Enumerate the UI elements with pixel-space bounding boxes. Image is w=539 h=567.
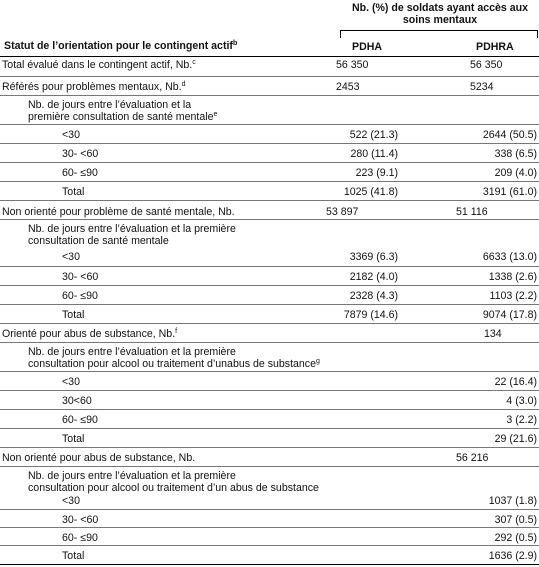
section-header-line1: Nb. de jours entre l’évaluation et la première: [28, 470, 236, 482]
column-group-title: [346, 2, 534, 26]
row-label: Total: [62, 433, 85, 445]
row-label: Non orienté pour problème de santé mentale, Nb.: [2, 206, 235, 218]
table-row-non-oriente-abus: [0, 447, 539, 464]
footnote-marker: f: [175, 328, 178, 335]
row-label: Orienté pour abus de substance, Nb.: [2, 328, 176, 340]
column-group-title-line1: Nb. (%) de soldats ayant accès aux: [351, 2, 529, 14]
row-label: 60- ≤90: [62, 532, 98, 544]
pdha-value: 7879 (14.6): [343, 309, 398, 321]
pdhra-value: 3191 (61.0): [482, 186, 537, 198]
table-row: [0, 409, 539, 426]
footnote-marker: b: [232, 40, 238, 47]
table-row-non-oriente-mental: [0, 200, 539, 218]
pdhra-value: 209 (4.0): [494, 167, 537, 179]
table-row-total: [0, 428, 539, 445]
section-header-row: [0, 219, 539, 247]
table-row: [0, 371, 539, 388]
table-row: [0, 162, 539, 179]
row-label: Non orienté pour abus de substance, Nb.: [2, 452, 196, 464]
row-label: Total: [62, 550, 85, 562]
footnote-marker: g: [316, 358, 320, 365]
column-group-bracket: [340, 30, 538, 38]
row-label: 30<60: [62, 395, 92, 407]
pdhra-value: 22 (16.4): [494, 376, 537, 388]
status-column-header: Statut de l’orientation pour le contingent actif$^b$: [4, 40, 238, 52]
table-row-total: [0, 545, 539, 562]
pdha-value: 53 897: [326, 206, 359, 218]
row-label: Total évalué dans le contingent actif, Nb.: [2, 59, 193, 71]
row-label: Référés pour problèmes mentaux, Nb.: [2, 81, 182, 93]
pdhra-value: 1103 (2.2): [489, 290, 537, 302]
table-row: [0, 266, 539, 283]
section-header-line1: Nb. de jours entre l’évaluation et la: [28, 99, 192, 111]
pdha-value: 2328 (4.3): [349, 290, 398, 302]
table-row: [0, 390, 539, 407]
table-row: [0, 285, 539, 302]
table-row-total: [0, 304, 539, 321]
pdhra-value: 5234: [470, 81, 494, 93]
pdhra-value: 1636 (2.9): [488, 550, 537, 562]
pdhra-value: 56 350: [470, 59, 503, 71]
pdhra-value: 2644 (50.5): [482, 129, 537, 141]
pdha-value: 56 350: [336, 59, 369, 71]
table-bottom-rule: [0, 564, 539, 565]
footnote-marker: d: [181, 81, 186, 88]
pdha-value: 1025 (41.8): [343, 186, 398, 198]
pdhra-value: 307 (0.5): [494, 514, 537, 526]
pdha-value: 2182 (4.0): [349, 271, 398, 283]
pdha-value: 2453: [336, 81, 360, 93]
row-label: 60- ≤90: [62, 167, 98, 179]
section-header-line2: consultation pour alcool ou traitement d’un abus de substance: [28, 482, 319, 494]
pdha-column-header: PDHA: [352, 41, 383, 53]
pdhra-value: 1037 (1.8): [488, 495, 537, 507]
section-header-row: [0, 95, 539, 123]
pdhra-column-header: PDHRA: [476, 41, 514, 53]
pdhra-value: 134: [484, 328, 502, 340]
pdha-value: 223 (9.1): [355, 167, 398, 179]
row-label: <30: [62, 495, 80, 507]
pdhra-value: 4 (3.0): [506, 395, 537, 407]
row-label: 30- <60: [62, 271, 99, 283]
section-header-line2: consultation pour alcool ou traitement d’unabus de substance: [28, 358, 316, 370]
table-row: [0, 527, 539, 544]
footnote-marker: e: [213, 111, 218, 118]
pdha-value: 3369 (6.3): [349, 251, 398, 263]
row-label: Total: [62, 309, 85, 321]
section-header-row: [0, 342, 539, 370]
row-label: <30: [62, 376, 80, 388]
table-row-oriente-abus: [0, 323, 539, 340]
section-header-row: [0, 466, 539, 494]
pdha-value: 280 (11.4): [350, 148, 398, 160]
pdha-value: 522 (21.3): [349, 129, 398, 141]
pdhra-value: 1338 (2.6): [488, 271, 537, 283]
table-row-referes: [0, 76, 539, 93]
pdhra-value: 9074 (17.8): [482, 309, 537, 321]
row-label: <30: [62, 129, 80, 141]
row-label: 30- <60: [62, 514, 99, 526]
section-header-line2: première consultation de santé mentale: [28, 111, 214, 123]
section-header-line2: consultation de santé mentale: [28, 235, 169, 247]
section-header-line1: Nb. de jours entre l’évaluation et la première: [28, 223, 236, 235]
pdhra-value: 3 (2.2): [506, 414, 537, 426]
table-row: [0, 124, 539, 141]
row-label: <30: [62, 251, 80, 263]
row-label: 30- <60: [62, 148, 99, 160]
column-group-title-line2: soins mentaux: [402, 14, 478, 26]
pdhra-value: 56 216: [456, 452, 489, 464]
header-rule: [0, 56, 539, 57]
pdhra-value: 6633 (13.0): [482, 251, 537, 263]
pdhra-value: 29 (21.6): [494, 433, 537, 445]
pdhra-value: 292 (0.5): [494, 532, 537, 544]
table-row: [0, 143, 539, 160]
table-row: [0, 509, 539, 526]
pdhra-value: 51 116: [456, 206, 488, 218]
row-label: 60- ≤90: [62, 290, 98, 302]
row-label: 60- ≤90: [62, 414, 98, 426]
row-label: Total: [62, 186, 85, 198]
footnote-marker: c: [192, 59, 196, 66]
pdhra-value: 338 (6.5): [494, 148, 537, 160]
section-header-line1: Nb. de jours entre l’évaluation et la première: [28, 346, 236, 358]
table-row-total: [0, 181, 539, 198]
